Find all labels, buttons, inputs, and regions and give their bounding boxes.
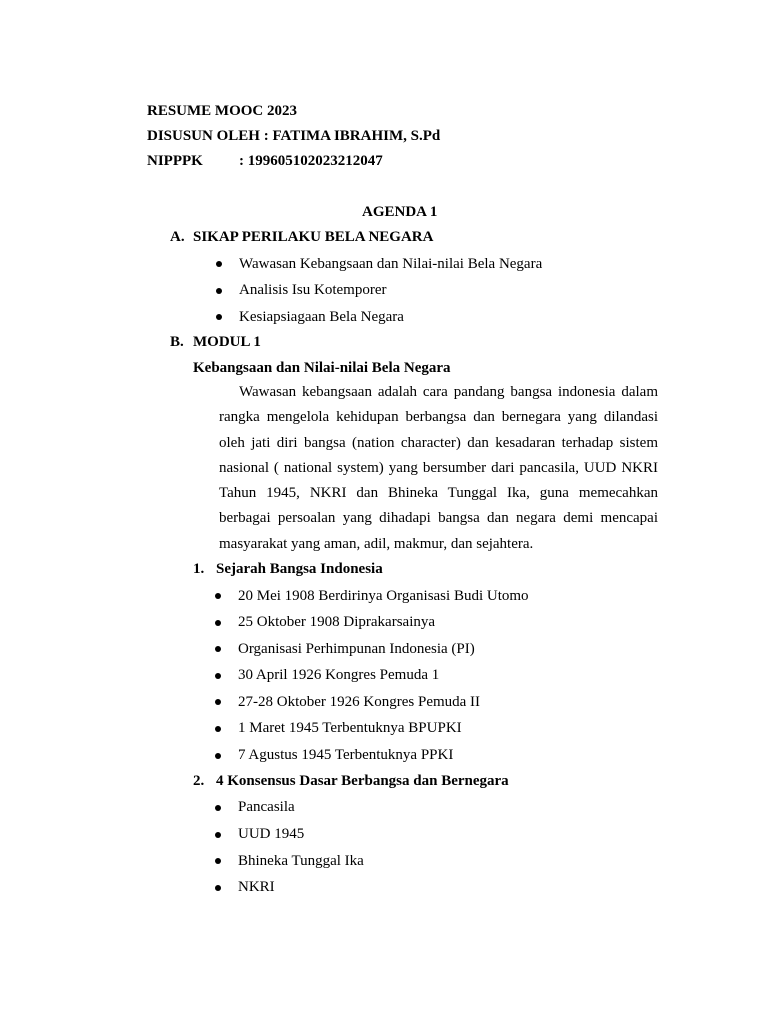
list-1-item: 20 Mei 1908 Berdirinya Organisasi Budi Utomo (238, 588, 529, 604)
section-a-item: Analisis Isu Kotemporer (239, 282, 387, 298)
section-a-item: Kesiapsiagaan Bela Negara (239, 309, 404, 325)
list-1-marker: 1. (193, 561, 205, 577)
list-2-item: Pancasila (238, 799, 295, 815)
section-a-title: SIKAP PERILAKU BELA NEGARA (193, 229, 434, 245)
bullet-icon (215, 832, 221, 838)
list-2-title: 4 Konsensus Dasar Berbangsa dan Bernegara (216, 773, 509, 789)
list-2-item: NKRI (238, 879, 275, 895)
nipppk-value: : 199605102023212047 (239, 153, 383, 169)
list-1-item: 7 Agustus 1945 Terbentuknya PPKI (238, 747, 454, 763)
section-b-paragraph: Wawasan kebangsaan adalah cara pandang bangsa indonesia dalam rangka mengelola kehidupan berbangsa dan bernegara yang dilandasi oleh jati diri bangsa (nation character) dan kesadaran terhadap sistem nasional ( national system) yang bersumber dari pancasila, UUD NKRI Tahun 1945, NKRI dan Bhineka Tunggal Ika, guna memecahkan berbagai persoalan yang dihadapi bangsa dan negara demi mencapai masyarakat yang aman, adil, makmur, dan sejahtera. (219, 384, 658, 552)
bullet-icon (215, 858, 221, 864)
section-b-title: MODUL 1 (193, 334, 261, 350)
bullet-icon (215, 805, 221, 811)
bullet-icon (215, 673, 221, 679)
bullet-icon (216, 314, 222, 320)
bullet-icon (215, 885, 221, 891)
list-1-item: Organisasi Perhimpunan Indonesia (PI) (238, 641, 475, 657)
bullet-icon (215, 753, 221, 759)
bullet-icon (216, 288, 222, 294)
agenda-title: AGENDA 1 (362, 204, 438, 220)
section-a-item: Wawasan Kebangsaan dan Nilai-nilai Bela Negara (239, 256, 543, 272)
list-1-item: 25 Oktober 1908 Diprakarsainya (238, 614, 436, 630)
bullet-icon (216, 261, 222, 267)
bullet-icon (215, 726, 221, 732)
author-line: DISUSUN OLEH : FATIMA IBRAHIM, S.Pd (147, 128, 441, 144)
bullet-icon (215, 620, 221, 626)
list-1-item: 30 April 1926 Kongres Pemuda 1 (238, 667, 440, 683)
nipppk-label: NIPPPK (147, 153, 203, 169)
section-b-marker: B. (170, 334, 184, 350)
document-title: RESUME MOOC 2023 (147, 103, 297, 119)
list-2-marker: 2. (193, 773, 205, 789)
section-a-marker: A. (170, 229, 185, 245)
list-2-item: Bhineka Tunggal Ika (238, 853, 364, 869)
bullet-icon (215, 699, 221, 705)
list-1-item: 1 Maret 1945 Terbentuknya BPUPKI (238, 720, 462, 736)
section-b-subtitle: Kebangsaan dan Nilai-nilai Bela Negara (193, 360, 451, 376)
list-2-item: UUD 1945 (238, 826, 305, 842)
list-1-title: Sejarah Bangsa Indonesia (216, 561, 383, 577)
bullet-icon (215, 593, 221, 599)
list-1-item: 27-28 Oktober 1926 Kongres Pemuda II (238, 694, 481, 710)
bullet-icon (215, 646, 221, 652)
